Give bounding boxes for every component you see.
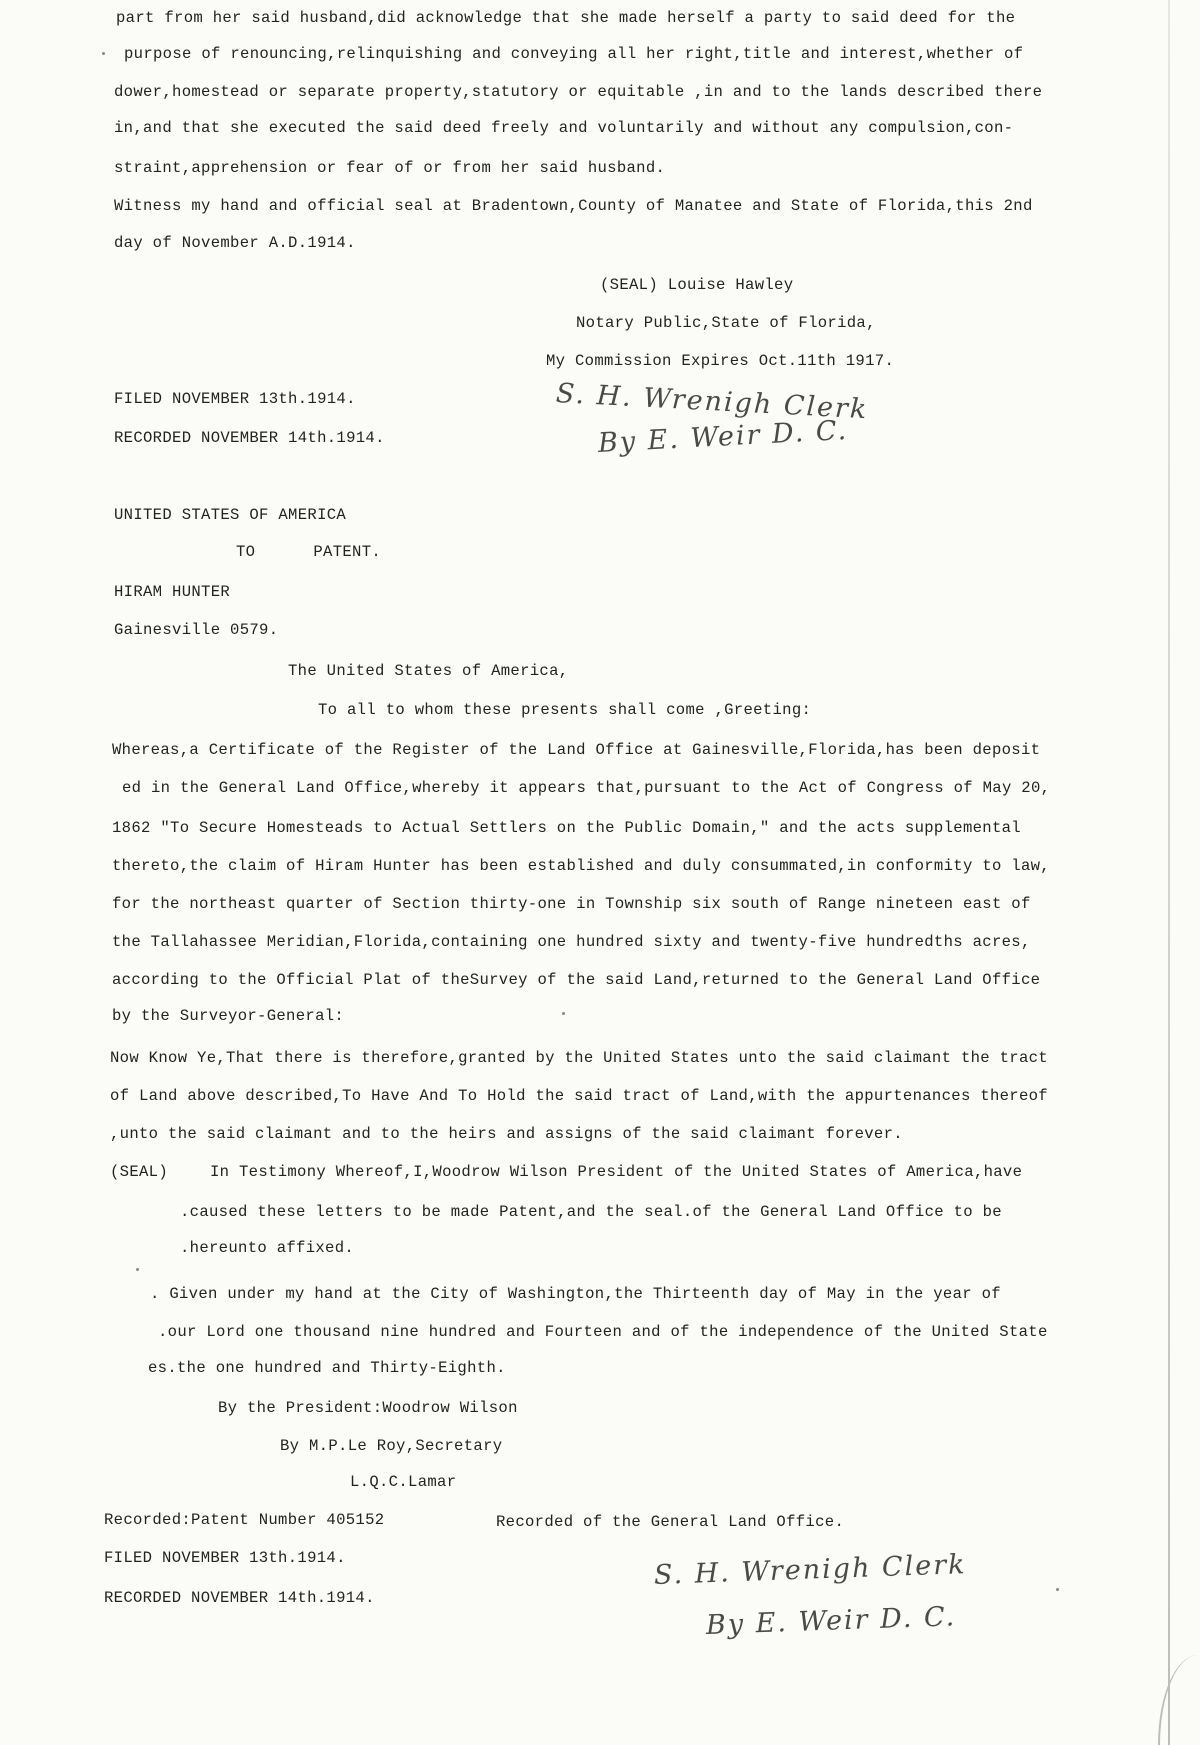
notary-commission: My Commission Expires Oct.11th 1917. <box>546 352 895 370</box>
page-curl <box>1158 1655 1200 1745</box>
text-line: .our Lord one thousand nine hundred and Fourteen and of the independence of the United State <box>158 1323 1048 1341</box>
notary-title: Notary Public,State of Florida, <box>576 314 876 332</box>
seal-label: (SEAL) <box>110 1163 169 1181</box>
text-line: part from her said husband,did acknowledge that she made herself a party to said deed for the <box>116 9 1016 27</box>
text-line: the Tallahassee Meridian,Florida,containing one hundred sixty and twenty-five hundredths acres, <box>112 933 1031 951</box>
scan-speck <box>136 1268 139 1271</box>
text-line: .hereunto affixed. <box>180 1239 355 1257</box>
recorder-name: L.Q.C.Lamar <box>350 1473 457 1491</box>
text-line: .caused these letters to be made Patent,and the seal.of the General Land Office to be <box>180 1203 1002 1221</box>
recorded-date: RECORDED NOVEMBER 14th.1914. <box>104 1589 375 1607</box>
text-line: dower,homestead or separate property,statutory or equitable ,in and to the lands described there <box>114 83 1043 101</box>
secretary-signature: By M.P.Le Roy,Secretary <box>280 1437 503 1455</box>
filed-date: FILED NOVEMBER 13th.1914. <box>114 390 356 408</box>
salutation: The United States of America, <box>288 662 569 680</box>
text-line: ,unto the said claimant and to the heirs and assigns of the said claimant forever. <box>110 1125 903 1143</box>
grantee: HIRAM HUNTER <box>114 583 231 601</box>
text-line: Whereas,a Certificate of the Register of the Land Office at Gainesville,Florida,has been deposit <box>112 741 1041 759</box>
text-line: ed in the General Land Office,whereby it appears that,pursuant to the Act of Congress of May 20, <box>122 779 1051 797</box>
patent-number: Recorded:Patent Number 405152 <box>104 1511 385 1529</box>
text-line: Witness my hand and official seal at Bradentown,County of Manatee and State of Florida,this 2nd <box>114 197 1033 215</box>
recorded-date: RECORDED NOVEMBER 14th.1914. <box>114 429 385 447</box>
text-line: of Land above described,To Have And To Hold the said tract of Land,with the appurtenances thereof <box>110 1087 1048 1105</box>
text-line: thereto,the claim of Hiram Hunter has been established and duly consummated,in conformity to law, <box>112 857 1050 875</box>
clerk-signature: S. H. Wrenigh Clerk <box>653 1549 968 1591</box>
text-line: In Testimony Whereof,I,Woodrow Wilson President of the United States of America,have <box>210 1163 1023 1181</box>
text-line: straint,apprehension or fear of or from her said husband. <box>114 159 666 177</box>
recorded-of: Recorded of the General Land Office. <box>496 1513 845 1531</box>
deputy-signature: By E. Weir D. C. <box>705 1601 957 1641</box>
scan-speck <box>102 52 105 55</box>
text-line: according to the Official Plat of theSurvey of the said Land,returned to the General Land Office <box>112 971 1041 989</box>
president-signature: By the President:Woodrow Wilson <box>218 1399 518 1417</box>
salutation: To all to whom these presents shall come ,Greeting: <box>318 701 812 719</box>
instrument-type: TO PATENT. <box>236 543 382 561</box>
file-number: Gainesville 0579. <box>114 621 279 639</box>
text-line: for the northeast quarter of Section thirty-one in Township six south of Range nineteen east of <box>112 895 1031 913</box>
notary-seal-name: (SEAL) Louise Hawley <box>600 276 794 294</box>
page-edge <box>1168 0 1170 1745</box>
text-line: es.the one hundred and Thirty-Eighth. <box>148 1359 506 1377</box>
text-line: in,and that she executed the said deed freely and voluntarily and without any compulsion,con- <box>114 119 1014 137</box>
text-line: 1862 "To Secure Homesteads to Actual Settlers on the Public Domain," and the acts supplemental <box>112 819 1021 837</box>
filed-date: FILED NOVEMBER 13th.1914. <box>104 1549 346 1567</box>
scan-speck <box>1056 1588 1059 1591</box>
clerk-signature: S. H. Wrenigh Clerk <box>555 378 870 426</box>
grantor: UNITED STATES OF AMERICA <box>114 506 347 524</box>
text-line: . Given under my hand at the City of Washington,the Thirteenth day of May in the year of <box>150 1285 1001 1303</box>
scan-speck <box>562 1012 565 1015</box>
text-line: Now Know Ye,That there is therefore,granted by the United States unto the said claimant the tract <box>110 1049 1048 1067</box>
text-line: purpose of renouncing,relinquishing and conveying all her right,title and interest,whether of <box>124 45 1024 63</box>
deputy-signature: By E. Weir D. C. <box>597 414 849 459</box>
text-line: day of November A.D.1914. <box>114 234 356 252</box>
text-line: by the Surveyor-General: <box>112 1007 345 1025</box>
